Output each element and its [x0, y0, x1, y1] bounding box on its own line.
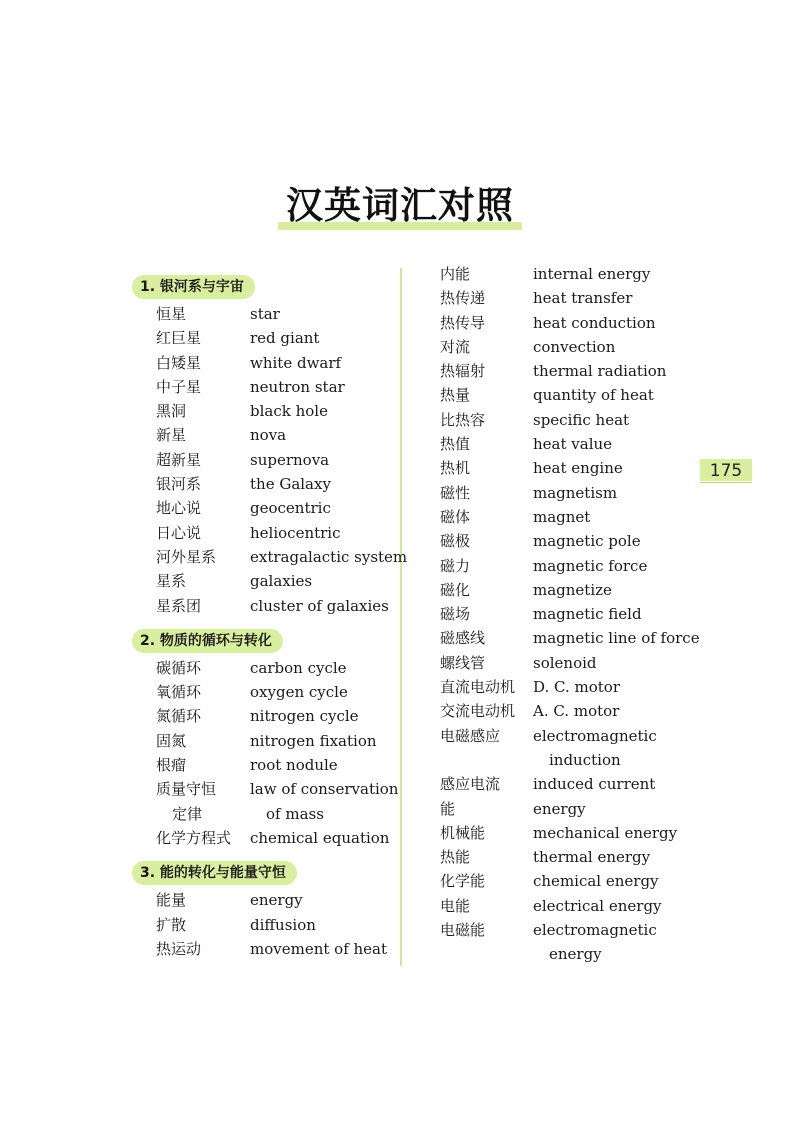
english-term: of mass: [266, 804, 324, 823]
glossary-row: [440, 481, 740, 505]
chinese-term: 扩散: [156, 915, 187, 934]
chinese-term: 星系: [156, 572, 187, 591]
english-term: geocentric: [250, 499, 331, 518]
english-term: nitrogen cycle: [250, 707, 359, 726]
english-term: quantity of heat: [533, 386, 654, 405]
chinese-term: 磁力: [440, 556, 471, 575]
glossary-row: [132, 656, 392, 680]
glossary-row: [440, 651, 740, 675]
chinese-term: 热辐射: [440, 362, 486, 381]
section-heading: 1. 银河系与宇宙: [132, 275, 255, 299]
glossary-row: [440, 578, 740, 602]
glossary-row: [440, 383, 740, 407]
english-term: oxygen cycle: [250, 683, 348, 702]
english-term: the Galaxy: [250, 475, 331, 494]
glossary-row: [132, 375, 392, 399]
english-term: thermal energy: [533, 848, 651, 867]
english-term: energy: [533, 799, 586, 818]
chinese-term: 化学方程式: [156, 828, 232, 847]
english-term: thermal radiation: [533, 362, 667, 381]
english-term: law of conservation: [250, 780, 399, 799]
glossary-row: [440, 772, 740, 796]
chinese-term: 热机: [440, 459, 471, 478]
glossary-row: [440, 359, 740, 383]
chinese-term: 螺线管: [440, 653, 486, 672]
section-heading: 2. 物质的循环与转化: [132, 629, 283, 653]
glossary-section: [132, 628, 399, 850]
chinese-term: 感应电流: [440, 775, 501, 794]
glossary-row: [440, 529, 740, 553]
glossary-row: [132, 496, 392, 520]
chinese-term: 氧循环: [156, 683, 202, 702]
chinese-term: 固氮: [156, 731, 187, 750]
glossary-row: [440, 286, 740, 310]
english-term: specific heat: [533, 410, 630, 429]
english-term: heat engine: [533, 459, 623, 478]
glossary-row: [440, 724, 740, 748]
glossary-row: [132, 399, 392, 423]
chinese-term: 热量: [440, 386, 471, 405]
chinese-term: 碳循环: [156, 658, 202, 677]
chinese-term: 热能: [440, 848, 471, 867]
chinese-term: 磁化: [440, 580, 471, 599]
english-term: galaxies: [250, 572, 313, 591]
glossary-row: [132, 351, 392, 375]
page-title-block: [278, 182, 522, 234]
chinese-term: 磁感线: [440, 629, 486, 648]
chinese-term: 热值: [440, 435, 471, 454]
english-term: electromagnetic: [533, 726, 657, 745]
glossary-row: [132, 594, 392, 618]
english-term: heat value: [533, 435, 613, 454]
chinese-term: 根瘤: [156, 756, 187, 775]
column-divider: [400, 268, 402, 966]
english-term: electrical energy: [533, 896, 662, 915]
english-term: heliocentric: [250, 523, 341, 542]
chinese-term: 星系团: [156, 596, 202, 615]
chinese-term: 定律: [172, 804, 203, 823]
english-term: solenoid: [533, 653, 597, 672]
chinese-term: 磁性: [440, 483, 471, 502]
english-term: red giant: [250, 329, 320, 348]
glossary-row: [440, 262, 740, 286]
english-term: chemical equation: [250, 828, 390, 847]
english-term: magnetic force: [533, 556, 648, 575]
glossary-row: [132, 729, 392, 753]
english-term: white dwarf: [250, 353, 342, 372]
chinese-term: 超新星: [156, 450, 202, 469]
chinese-term: 地心说: [156, 499, 202, 518]
chinese-term: 直流电动机: [440, 678, 516, 697]
page-number: 175: [709, 461, 743, 481]
glossary-row: [440, 942, 740, 966]
glossary-section: [132, 274, 408, 618]
page-title: 汉英词汇对照: [286, 184, 514, 227]
glossary-row: [440, 894, 740, 918]
english-term: energy: [250, 891, 303, 910]
english-term: extragalactic system: [250, 547, 408, 566]
chinese-term: 化学能: [440, 872, 486, 891]
glossary-row: [440, 335, 740, 359]
english-term: magnetic line of force: [533, 629, 700, 648]
chinese-term: 机械能: [440, 823, 486, 842]
english-term: movement of heat: [250, 939, 388, 958]
glossary-row: [132, 753, 392, 777]
english-term: heat transfer: [533, 289, 633, 308]
chinese-term: 交流电动机: [440, 702, 516, 721]
glossary-row: [440, 602, 740, 626]
glossary-row: [132, 521, 392, 545]
chinese-term: 黑洞: [156, 402, 187, 421]
english-term: cluster of galaxies: [250, 596, 389, 615]
chinese-term: 热运动: [156, 939, 202, 958]
chinese-term: 白矮星: [156, 353, 202, 372]
chinese-term: 热传导: [440, 313, 486, 332]
glossary-row: [440, 432, 740, 456]
english-term: electromagnetic: [533, 921, 657, 940]
chinese-term: 红巨星: [156, 329, 202, 348]
chinese-term: 质量守恒: [156, 780, 217, 799]
right-column: [440, 262, 740, 967]
english-term: supernova: [250, 450, 330, 469]
chinese-term: 磁体: [440, 507, 471, 526]
english-term: black hole: [250, 402, 328, 421]
glossary-row: [440, 311, 740, 335]
english-term: energy: [549, 945, 602, 964]
english-term: mechanical energy: [533, 823, 678, 842]
glossary-row: [132, 826, 392, 850]
left-column: [132, 274, 408, 961]
glossary-row: [132, 569, 392, 593]
glossary-row: [440, 456, 740, 480]
glossary-row: [132, 326, 392, 350]
english-term: magnetic pole: [533, 532, 641, 551]
glossary-row: [440, 408, 740, 432]
chinese-term: 电磁能: [440, 921, 486, 940]
glossary-row: [132, 545, 408, 569]
english-term: D. C. motor: [533, 678, 620, 697]
english-term: convection: [533, 337, 616, 356]
english-term: magnetic field: [533, 605, 642, 624]
chinese-term: 电能: [440, 896, 471, 915]
glossary-row: [440, 845, 740, 869]
english-term: magnet: [533, 507, 591, 526]
english-term: root nodule: [250, 756, 338, 775]
english-term: neutron star: [250, 377, 345, 396]
glossary-row: [132, 423, 392, 447]
glossary-row: [132, 937, 392, 961]
glossary-row: [440, 505, 740, 529]
chinese-term: 热传递: [440, 289, 486, 308]
glossary-row: [440, 626, 740, 650]
english-term: nitrogen fixation: [250, 731, 377, 750]
chinese-term: 能量: [156, 891, 187, 910]
glossary-row: [440, 699, 740, 723]
english-term: nova: [250, 426, 287, 445]
glossary-row: [440, 748, 740, 772]
glossary-row: [132, 913, 392, 937]
english-term: magnetism: [533, 483, 618, 502]
chinese-term: 磁极: [440, 532, 471, 551]
glossary-row: [440, 918, 740, 942]
english-term: A. C. motor: [533, 702, 620, 721]
chinese-term: 新星: [156, 426, 187, 445]
chinese-term: 内能: [440, 265, 471, 283]
english-term: internal energy: [533, 265, 651, 283]
chinese-term: 电磁感应: [440, 726, 501, 745]
glossary-row: [132, 888, 392, 912]
english-term: carbon cycle: [250, 658, 347, 677]
glossary-section: [132, 860, 392, 961]
chinese-term: 恒星: [156, 305, 187, 323]
english-term: star: [250, 305, 280, 323]
chinese-term: 氮循环: [156, 707, 202, 726]
glossary-row: [132, 448, 392, 472]
glossary-row: [132, 777, 399, 801]
glossary-row: [440, 554, 740, 578]
english-term: induced current: [533, 775, 656, 794]
glossary-row: [132, 680, 392, 704]
english-term: magnetize: [533, 580, 612, 599]
english-term: diffusion: [250, 915, 316, 934]
chinese-term: 磁场: [440, 605, 471, 624]
glossary-row: [440, 797, 740, 821]
chinese-term: 河外星系: [156, 547, 217, 566]
chinese-term: 能: [440, 799, 456, 818]
glossary-row: [132, 472, 392, 496]
chinese-term: 银河系: [156, 475, 202, 494]
chinese-term: 日心说: [156, 523, 202, 542]
section-heading: 3. 能的转化与能量守恒: [132, 861, 297, 885]
glossary-row: [440, 675, 740, 699]
glossary-row: [132, 704, 392, 728]
glossary-row: [132, 302, 392, 326]
glossary-row: [440, 821, 740, 845]
english-term: induction: [549, 750, 621, 769]
english-term: heat conduction: [533, 313, 656, 332]
chinese-term: 对流: [440, 337, 471, 356]
english-term: chemical energy: [533, 872, 659, 891]
glossary-row: [132, 802, 392, 826]
chinese-term: 中子星: [156, 377, 202, 396]
glossary-row: [440, 869, 740, 893]
chinese-term: 比热容: [440, 410, 486, 429]
